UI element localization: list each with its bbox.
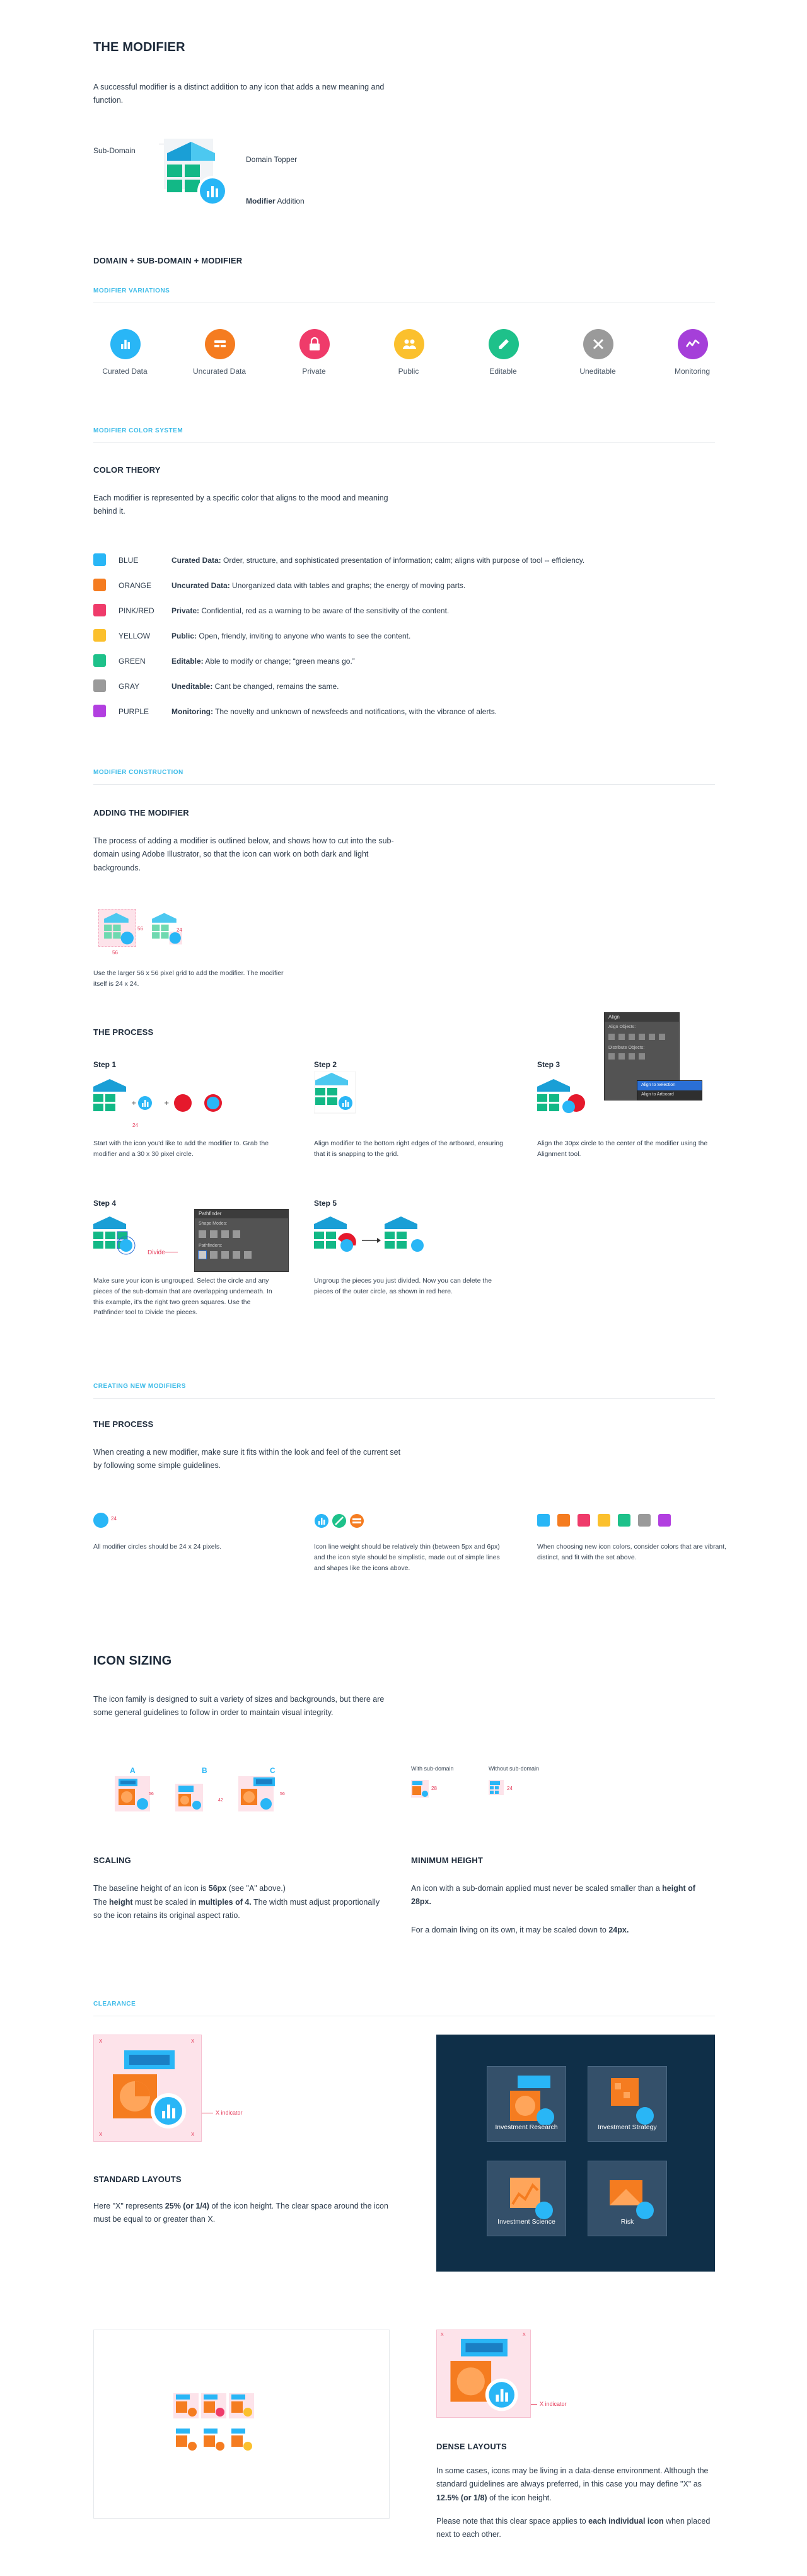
color-swatch <box>598 1514 610 1527</box>
grid-illustration <box>93 903 182 959</box>
step-5-text: Ungroup the pieces you just divided. Now you can delete the pieces of the outer circle, as shown in red here. <box>314 1277 492 1295</box>
card-investment-research[interactable] <box>487 2066 566 2142</box>
x-mark: X <box>523 2333 526 2337</box>
formula-heading: DOMAIN + SUB-DOMAIN + MODIFIER <box>93 256 243 265</box>
step-2-illustration <box>314 1071 358 1119</box>
step-1-title: Step 1 <box>93 1060 117 1069</box>
variation-label: Public <box>398 367 419 376</box>
x-indicator-label: X indicator <box>216 2110 243 2116</box>
color-swatch <box>618 1514 630 1527</box>
min-height-heading: MINIMUM HEIGHT <box>411 1856 484 1865</box>
distribute-icon[interactable] <box>608 1053 615 1060</box>
card-icon <box>500 2166 557 2219</box>
section-label-variations: MODIFIER VARIATIONS <box>93 287 170 294</box>
divider <box>93 442 715 443</box>
step-1-text: Start with the icon you'd like to add the modifier to. Grab the modifier and a 30 x 30 pixel circle. <box>93 1140 269 1158</box>
step-3-title: Step 3 <box>537 1060 560 1069</box>
color-row-green <box>93 654 717 669</box>
color-swatch <box>93 705 106 717</box>
variation-public <box>374 328 443 378</box>
x-mark: X <box>99 2132 103 2137</box>
label-domain-topper: Domain Topper <box>246 155 298 164</box>
scale-label-a: A <box>130 1766 136 1775</box>
color-description: Public: Open, friendly, inviting to anyone who wants to see the content. <box>171 632 411 640</box>
step-4-illustration <box>93 1216 144 1261</box>
card-label: Risk <box>620 2217 634 2226</box>
color-swatch <box>638 1514 651 1527</box>
dense-grid-icons <box>173 2393 312 2456</box>
dense-layouts-text-1: In some cases, icons may be living in a data-dense environment. Although the standard guidelines are always preferred, in this case you may define "X" as 12.5% (or 1/8) of the icon height. <box>436 2466 709 2502</box>
scale-label-c: C <box>270 1766 276 1775</box>
min-height-text-2: For a domain living on its own, it may be scaled down to 24px. <box>411 1926 629 1934</box>
align-panel-title: Align <box>605 1013 679 1022</box>
page-title: THE MODIFIER <box>93 40 185 54</box>
cross-tools-icon <box>582 328 615 361</box>
variation-uneditable <box>563 328 632 378</box>
dim-56: 56 <box>112 950 118 956</box>
intersect-icon[interactable] <box>221 1230 229 1238</box>
icon-sizing-heading: ICON SIZING <box>93 1654 172 1668</box>
align-to-menu[interactable] <box>637 1080 702 1100</box>
pathfinders-label: Pathfinders: <box>199 1243 223 1248</box>
align-top-icon[interactable] <box>639 1034 645 1040</box>
color-description: Curated Data: Order, structure, and sophisticated presentation of information; calm; aligns with purpose of tool -- efficiency. <box>171 556 585 565</box>
clearance-diagram <box>93 2035 202 2142</box>
x-mark: X <box>441 2333 444 2337</box>
variation-label: Editable <box>489 367 517 376</box>
card-icon <box>500 2072 557 2125</box>
section-label-creating: CREATING NEW MODIFIERS <box>93 1383 186 1390</box>
section-label-clearance: CLEARANCE <box>93 2001 136 2007</box>
pathfinder-title: Pathfinder <box>195 1210 288 1218</box>
grid-caption: Use the larger 56 x 56 pixel grid to add the modifier. The modifier itself is 24 x 24. <box>93 969 284 988</box>
minus-front-icon[interactable] <box>210 1230 218 1238</box>
standard-layouts-text: Here "X" represents 25% (or 1/4) of the icon height. The clear space around the icon must be equal to or greater than X. <box>93 2202 388 2224</box>
step-3-illustration <box>537 1079 594 1123</box>
color-swatch <box>93 654 106 667</box>
variation-monitoring <box>658 328 727 378</box>
menu-align-to-selection[interactable]: Align to Selection <box>637 1081 702 1090</box>
line-weight-icons <box>314 1513 371 1529</box>
color-swatch <box>658 1514 671 1527</box>
color-row-orange <box>93 579 717 594</box>
step-2-text: Align modifier to the bottom right edges of the artboard, ensuring that it is snapping to the grid. <box>314 1140 504 1158</box>
variation-editable <box>468 328 538 378</box>
variation-label: Curated Data <box>102 367 148 376</box>
divide-label: Divide <box>148 1249 165 1256</box>
x-mark: X <box>191 2132 195 2137</box>
dim-24: 24 <box>177 927 182 933</box>
shape-modes-label: Shape Modes: <box>199 1222 228 1226</box>
guideline-3: When choosing new icon colors, consider colors that are vibrant, distinct, and fit with the set above. <box>537 1543 726 1561</box>
pencil-icon <box>487 328 520 361</box>
variation-curated-data <box>90 328 160 378</box>
scaling-heading: SCALING <box>93 1856 131 1865</box>
modifier-circle-example <box>93 1513 108 1528</box>
adding-modifier-intro: The process of adding a modifier is outlined below, and shows how to cut into the sub-domain using Adobe Illustrator, so that the icon can work on both dark and light backgrounds. <box>93 836 394 872</box>
shape-mode-buttons <box>195 1230 288 1238</box>
card-risk[interactable] <box>588 2161 667 2236</box>
svg-text:+: + <box>164 1100 170 1107</box>
lock-icon <box>298 328 331 361</box>
step-4-text: Make sure your icon is ungrouped. Select the circle and any pieces of the sub-domain that are overlapping underneath. In this example, it's the right two green squares. Use the Pathfinder tool to Divide the pieces. <box>93 1277 272 1317</box>
divider <box>93 784 715 785</box>
variation-label: Private <box>302 367 326 376</box>
color-row-blue <box>93 553 717 569</box>
variation-label: Uncurated Data <box>192 367 247 376</box>
pathfinder-panel <box>194 1209 289 1272</box>
circle-dim: 24 <box>111 1516 117 1522</box>
modifier-anatomy-icon <box>161 142 230 205</box>
scaling-text-1: The baseline height of an icon is 56px (see "A" above.) <box>93 1884 286 1893</box>
scatter-table-icon <box>204 328 236 361</box>
color-theory-intro: Each modifier is represented by a specific color that aligns to the mood and meaning behind it. <box>93 494 388 516</box>
scale-label-b: B <box>202 1766 207 1775</box>
dim-24: 24 <box>507 1786 513 1791</box>
bar-chart-icon <box>109 328 142 361</box>
color-description: Monitoring: The novelty and unknown of newsfeeds and notifications, with the vibrance of alerts. <box>171 707 497 716</box>
card-icon <box>601 2166 658 2219</box>
people-icon <box>393 328 426 361</box>
color-swatch <box>93 553 106 566</box>
svg-text:+: + <box>131 1100 137 1107</box>
color-name: GRAY <box>119 682 140 691</box>
align-buttons <box>605 1034 679 1040</box>
section-label-construction: MODIFIER CONSTRUCTION <box>93 769 183 776</box>
align-left-icon[interactable] <box>608 1034 615 1040</box>
color-description: Editable: Able to modify or change; “green means go.” <box>171 657 355 666</box>
distribute-buttons <box>605 1053 679 1060</box>
min-without-sub-icon <box>489 1780 508 1799</box>
process-heading: THE PROCESS <box>93 1027 154 1037</box>
distribute-icon[interactable] <box>629 1053 635 1060</box>
dense-x-indicator-label: X indicator <box>540 2401 567 2407</box>
step-2-title: Step 2 <box>314 1060 337 1069</box>
card-label: Investment Strategy <box>598 2123 657 2131</box>
divider <box>93 1398 715 1399</box>
color-row-yellow <box>93 629 717 644</box>
align-vcenter-icon[interactable] <box>649 1034 655 1040</box>
align-right-icon[interactable] <box>629 1034 635 1040</box>
color-description: Private: Confidential, red as a warning to be aware of the sensitivity of the content. <box>171 606 450 615</box>
color-name: PINK/RED <box>119 606 154 615</box>
trim-icon[interactable] <box>210 1251 218 1259</box>
dense-clearance-diagram <box>436 2330 531 2418</box>
variation-private <box>279 328 349 378</box>
pathfinder-buttons <box>195 1251 288 1259</box>
crop-icon[interactable] <box>233 1251 240 1259</box>
variation-label: Monitoring <box>674 367 711 376</box>
guideline-1: All modifier circles should be 24 x 24 pixels. <box>93 1543 222 1551</box>
divide-icon[interactable] <box>199 1251 206 1259</box>
step-3-text: Align the 30px circle to the center of the modifier using the Alignment tool. <box>537 1140 708 1158</box>
card-investment-strategy[interactable] <box>588 2066 667 2142</box>
x-mark: X <box>191 2038 195 2044</box>
color-name: BLUE <box>119 556 139 565</box>
distribute-icon[interactable] <box>618 1053 625 1060</box>
scaling-text-2: The height must be scaled in multiples of 4. The width must adjust proportionally so the icon retains its original aspect ratio. <box>93 1898 380 1920</box>
color-row-gray <box>93 679 717 695</box>
variation-label: Uneditable <box>579 367 616 376</box>
step-5-title: Step 5 <box>314 1199 337 1208</box>
dense-row-1 <box>173 2393 254 2418</box>
icon-size-a <box>115 1776 150 1811</box>
dim-28: 28 <box>431 1786 437 1791</box>
card-label: Investment Research <box>495 2123 558 2131</box>
dense-layouts-text-2: Please note that this clear space applies to each individual icon when placed next to each other. <box>436 2517 711 2539</box>
dim-c: 56 <box>280 1792 285 1796</box>
with-sub-label: With sub-domain <box>411 1765 454 1772</box>
dim-56: 56 <box>137 926 143 932</box>
step-1-dim: 24 <box>132 1123 138 1128</box>
distribute-label: Distribute Objects: <box>608 1045 645 1050</box>
step-1-illustration <box>93 1079 238 1123</box>
color-name: ORANGE <box>119 581 152 590</box>
color-swatch <box>578 1514 590 1527</box>
intro-text: A successful modifier is a distinct addition to any icon that adds a new meaning and function. <box>93 83 385 105</box>
x-mark: X <box>99 2038 103 2044</box>
color-row-purple <box>93 705 717 720</box>
min-height-text-1: An icon with a sub-domain applied must never be scaled smaller than a height of 28px. <box>411 1884 695 1907</box>
dense-layouts-heading: DENSE LAYOUTS <box>436 2442 507 2451</box>
color-name: PURPLE <box>119 707 149 716</box>
card-label: Investment Science <box>497 2217 555 2226</box>
dense-layout-frame <box>93 2330 390 2519</box>
color-swatch <box>557 1514 570 1527</box>
pulse-icon <box>676 328 709 361</box>
section-label-color-system: MODIFIER COLOR SYSTEM <box>93 427 183 434</box>
outline-icon[interactable] <box>244 1251 252 1259</box>
creating-process-heading: THE PROCESS <box>93 1419 154 1429</box>
guideline-2: Icon line weight should be relatively thin (between 5px and 6px) and the icon style should be simplistic, made out of simple lines and shapes like the icons above. <box>314 1543 500 1572</box>
standard-layouts-heading: STANDARD LAYOUTS <box>93 2175 182 2184</box>
merge-icon[interactable] <box>221 1251 229 1259</box>
dense-row-2 <box>176 2429 252 2451</box>
adding-modifier-heading: ADDING THE MODIFIER <box>93 808 189 817</box>
align-bottom-icon[interactable] <box>659 1034 665 1040</box>
dense-x-leader <box>531 2404 537 2405</box>
card-icon <box>601 2072 658 2125</box>
color-description: Uncurated Data: Unorganized data with tables and graphs; the energy of moving parts. <box>171 581 466 590</box>
color-row-pink-red <box>93 604 717 619</box>
exclude-icon[interactable] <box>233 1230 240 1238</box>
color-swatch <box>93 679 106 692</box>
menu-align-to-artboard[interactable]: Align to Artboard <box>641 1092 674 1097</box>
card-investment-science[interactable] <box>487 2161 566 2236</box>
color-swatch <box>93 579 106 591</box>
icon-sizing-intro: The icon family is designed to suit a variety of sizes and backgrounds, but there are some general guidelines to follow in order to maintain visual integrity. <box>93 1695 385 1718</box>
dense-clearance-icon <box>444 2338 524 2413</box>
color-theory-heading: COLOR THEORY <box>93 465 161 475</box>
dark-showcase <box>436 2035 715 2272</box>
unite-icon[interactable] <box>199 1230 206 1238</box>
icon-size-b <box>175 1784 203 1811</box>
color-swatch <box>93 629 106 642</box>
clearance-icon <box>112 2049 187 2131</box>
label-sub-domain: Sub-Domain <box>93 146 136 155</box>
color-name: YELLOW <box>119 632 151 640</box>
icon-size-c <box>238 1776 275 1811</box>
dim-a: 56 <box>149 1792 154 1796</box>
step-5-illustration <box>314 1216 427 1261</box>
align-hcenter-icon[interactable] <box>618 1034 625 1040</box>
icon-on-grid <box>101 911 136 947</box>
variation-uncurated-data <box>185 328 254 378</box>
without-sub-label: Without sub-domain <box>489 1765 540 1772</box>
color-name: GREEN <box>119 657 146 666</box>
color-swatch <box>93 604 106 616</box>
step-4-title: Step 4 <box>93 1199 117 1208</box>
creating-intro: When creating a new modifier, make sure it fits within the look and feel of the current set by following some simple guidelines. <box>93 1448 401 1470</box>
dim-b: 42 <box>218 1798 223 1803</box>
label-modifier-addition: Modifier Addition <box>246 197 305 205</box>
align-objects-label: Align Objects: <box>608 1025 636 1029</box>
distribute-icon[interactable] <box>639 1053 645 1060</box>
color-description: Uneditable: Cant be changed, remains the same. <box>171 682 339 691</box>
color-swatch <box>537 1514 550 1527</box>
